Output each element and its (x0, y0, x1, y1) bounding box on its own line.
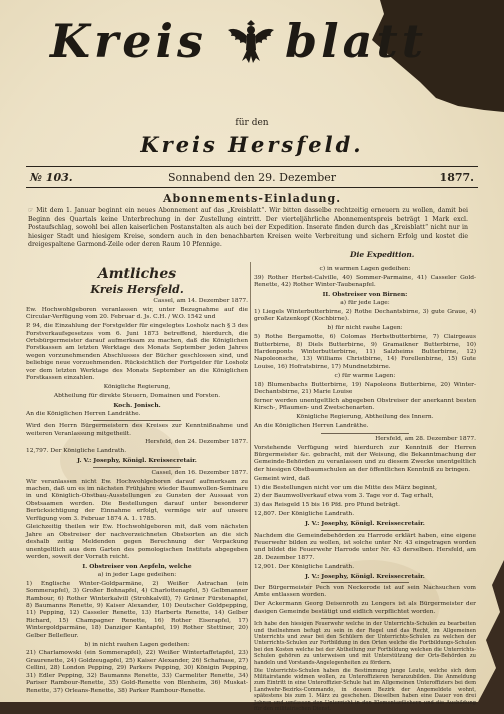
notice-date: Hersfeld, den 24. Dezember 1877. (145, 439, 248, 446)
masthead (30, 10, 450, 72)
notice-addressee: An die Königlichen Herren Landräthe. (254, 423, 369, 430)
divider (321, 618, 410, 619)
notice-signature: J. V.: Josephy, Königl. Kreissecretair. (305, 572, 425, 580)
notice-signature: 12,797. Der Königliche Landrath. (26, 448, 127, 455)
divider (321, 530, 410, 531)
list-heading: I. Obstreiser von Aepfeln, welche (82, 563, 192, 570)
notice-signature: 12,807. Der Königliche Landrath. (254, 511, 355, 518)
subtitle-fuer: für den (235, 118, 269, 128)
list-subheading: a) für jede Lage: (340, 300, 390, 307)
notice-paragraph: Ich habe den hiesigen Feuerwehr welche in der Unterrichts-Schulen zu bearbeiten und theilnehmen befugt zu sein in der Regel und das Recht, im Allgemeinen Unterrichts und zwar bei den Schülern der Unterrichts-Schulen zu welchen der Unterrichts-Schulen zur Fortbildung in den Orten welche die Fortbildungs-Schulen bei den Kosten welche bei der Abtheilung zur Fortbildung welchen die Unterrichts-Schulen gehören zu unterweisen und mit Unterstützung der Orts-Behörden zu handeln und Vorstands-Angelegenheiten zu fördern. (254, 621, 476, 666)
list-text: 39) Rother Herbst-Calville, 40) Sommer-Parmaine, 41) Casseler Gold-Renette, 42) Rother Winter-Taubenapfel. (254, 274, 476, 289)
eagle-icon (225, 16, 277, 68)
notice-authority: Abtheilung für direkte Steuern, Domainen und Forsten. (53, 392, 221, 399)
abo-signature: Die Expedition. (350, 250, 415, 259)
list-subheading: c) in warmen Lagen gedeihen: (319, 266, 411, 272)
notice-date: Hersfeld, am 28. Dezember 1877. (375, 435, 476, 442)
list-text: 21) Charlamowski (ein Sommerapfel), 22) Weißer Wintertaffetapfel, 23) Graurenette, 24) Goldzeugapfel, 25) Kaiser Alexander, 26) Schafnase, 27) Cellini, 28) London Pepping, 29) Parkers Pepping, 30) Königin Pepping, 31) Edler Pepping, 32) Baumanns Renette, 33) Carmeliter Renette, 34) Pariser Rambour-Renette, 35) Gold-Renette von Blenheim, 36) Muskat-Renette, 37) Orleans-Renette, 38) Parker Rambour-Renette. (26, 650, 248, 694)
notice-signature: J. V.: Josephy, Königl. Kreissecretair. (77, 457, 197, 465)
divider (321, 433, 410, 434)
notice-paragraph: Der Bürgermeister Pech von Neckerode ist auf sein Nachsuchen vom Amte entlassen worden. (254, 585, 476, 599)
column-divider (250, 262, 251, 692)
notice-date: Cassel, am 14. Dezember 1877. (153, 298, 248, 304)
list-text: 1) Englische Winter-Goldparmäne, 2) Weißer Astrachan (ein Sommerapfel), 3) Großer Bohnapfel, 4) Charlottenapfel, 5) Gelbmanner Rambour, 6) Rother Winterkalvill (Strohkalvill), 7) Grüner Fürstenapfel, 8) Baumanns Renette, 9) Kaiser Alexander, 10) Deutscher Goldpepping, 11) Pepping, 12) Casseler Renette, 13) Harberts Renette, 14) Gelber Richard, 15) Champagner Renette, 16) Rother Eiserapfel, 17) Wintergoldparmäne, 18) Danziger Kantapfel, 19) Rother Stettiner, 20) Gelber Bellefleur. (26, 580, 248, 639)
notice-signature: J. V.: Josephy, Königl. Kreissecretair. (305, 520, 425, 528)
header-rule-bottom (26, 187, 478, 188)
divider (321, 582, 410, 583)
list-heading: II. Obstreiser von Birnen: (322, 291, 408, 299)
left-column (26, 266, 248, 696)
list-text: 1) Liegels Winterbutterbirne, 2) Rothe Dechantsbirne, 3) gute Graue, 4) großer Katzenkopf (Kochbirne). (254, 309, 476, 323)
issue-date: Sonnabend den 29. Dezember (167, 171, 337, 184)
notice-authority: Königliche Regierung, (103, 383, 171, 390)
notice-paragraph: Ew. Hochwohlgeboren veranlassen wir, unter Bezugnahme auf die Circular-Verfügung vom 20. Februar d. Js. C.H. / W.O. 1542 und (26, 306, 248, 321)
notice-signature: Koch. Jonisch. (113, 401, 161, 409)
list-subheading: a) in jeder Lage gedeihen: (97, 571, 177, 578)
list-text: 1) die Bestellungen nicht vor um die Mitte des März beginnt, (254, 484, 437, 491)
divider (93, 420, 182, 421)
masthead-word-left: Kreis (50, 14, 207, 68)
list-text: 2) der Baumwollverkauf etwa vom 3. Tage vor d. Tag erhalt, (254, 493, 434, 500)
list-text: 5) Rothe Bergamotte, 6) Colomas Herbstbutterbirne, 7) Clairgeaus Butterbirne, 8) Diels Butterbirne, 9) Gramaikner Butterbirne, 10) Hardenponts Winterbutterbirne, 11) Salzheims Butterbirne, 12) Napoleonsche, 13) Williams Christbirne, 14) Forellenbirne, 15) Gute Louise, 16) Hofratsbirne, 17) Mundnetzbirne. (254, 334, 476, 370)
notice-paragraph: Wird den Herrn Bürgermeistern des Kreises zur Kenntnißnahme und weiteren Veranlassung mitgetheilt. (26, 423, 248, 437)
notice-paragraph: Nachdem die Gemeindebehörden zu Harrode erklärt haben, eine eigene Feuerwehr bilden zu wollen, ist solche unter Nr. 43 eingetragen worden und bildet die Feuerwehr Harrode unter Nr. 43 derselben. Hersfeld, am 28. Dezember 1877. (254, 532, 476, 561)
notice-paragraph: Gemeint wird, daß (254, 475, 310, 482)
masthead-word-right: blatt (285, 14, 427, 68)
notice-paragraph: ferner werden unentgeltlich abgegeben Obstreiser der anerkannt besten Kirsch-, Pflaumen- und Zwetschenarten. (254, 398, 476, 412)
section-heading-amtliches: Amtliches (97, 266, 177, 282)
subtitle-kreis: Kreis Hersfeld. (140, 132, 364, 157)
notice-authority: Königliche Regierung, Abtheilung des Innern. (296, 414, 434, 421)
header-rule-top (26, 166, 478, 167)
list-text: 3) das Reisgeld 15 bis 16 Pfd. pro Pfund beträgt. (254, 502, 400, 509)
list-subheading: b) in nicht rauhen Lagen gedeihen: (84, 641, 190, 648)
notice-paragraph: Vorstehende Verfügung wird hierdurch zur Kenntniß der Herren Bürgermeister &c. gebracht, mit der Weisung, die Bekanntmachung der Gemeinde-Behörden zu veranlassen und zu diesem Zwecke unentgeltlich der hiesigen Obstbaumschulen an der öffentlichen Kenntniß zu bringen. (254, 444, 476, 473)
notice-date: Cassel, den 16. Dezember 1877. (151, 469, 248, 476)
list-subheading: c) für warme Lagen: (334, 372, 396, 379)
notice-paragraph: Gleichzeitig theilen wir Ew. Hochwohlgeboren mit, daß vom nächsten Jahre an Obstreiser der nachverzeichneten Obstsorten an die sich deshalb zeitig Meldenden gegen Berechnung der Verpackung unentgeltlich aus dem Garten des pomologischen Instituts abgegeben werden, soweit der Vorrath reicht. (26, 524, 248, 561)
abo-text: ☞ Mit dem 1. Januar beginnt ein neues Abonnement auf das „Kreisblatt“. Wir bitten dasselbe rechtzeitig erneuern zu wollen, damit bei Beginn des Quartals keine Unterbrechung in der Zustellung eintritt. Der vierteljährliche Abonnementspreis beträgt 1 Mark excl. Postaufschlag, sowohl bei allen kaiserlichen Postanstalten als auch bei der Expedition. Inserate finden durch das „Kreisblatt“ nicht nur in hiesiger Stadt und hiesigem Kreise, sondern auch in den benachbarten Kreisen weite Verbreitung und sichern Erfolg und kostet die dreigespaltene Garmond-Zeile oder deren Raum 10 Pfennige. (28, 207, 468, 249)
notice-paragraph: Der Ackermann Georg Deisenroth zu Lengers ist als Bürgermeister der dasigen Gemeinde bestätigt und eidlich verpflichtet worden. (254, 601, 476, 615)
section-heading-kreis: Kreis Hersfeld. (90, 283, 184, 296)
notice-paragraph: Wir veranlassen nicht Ew. Hochwohlgeboren darauf aufmerksam zu machen, daß um es im nächsten Frühjahre wieder Baumwollen-Seminare in und Königlich-Obstbau-Ausstellungen zu Gunsten der Aussaat von Obstsaamen werden. Die Bestellungen darauf unter besonderer Berücksichtigung der Einnahme erfolgt, vermöge wir auf unsere Verfügung vom 3. Februar 1874 A. 1. 1785. (26, 478, 248, 522)
notice-addressee: An die Königlichen Herren Landräthe. (26, 410, 141, 417)
abo-title: Abonnements-Einladung. (162, 192, 342, 205)
list-text: 18) Blumenbachs Butterbirne, 19) Napoleons Butterbirne, 20) Winter-Dechantsbirne, 21) Marie Louise (254, 381, 476, 396)
notice-paragraph: P. 94, die Einzahlung der Forstgelder für eingelegtes Losholz nach § 3 des Forstverkaufsgesetzes vom 6. Juni 1873 betreffend, hierdurch, die Ortsbürgermeister darauf aufmerksam zu machen, daß die Königlichen Forstkassen am letzten Werktage des Monats September jeden Jahres wegen vorzunehmenden Abschlusses der Bücher geschlossen sind, und beliebige neue vorzuehmenden. Rücksichtlich der Fortgelder für Losholz vor dem letzten Werktage des Monats September an die Königlichen Forstkassen einzahlen. (26, 323, 248, 382)
list-subheading: b) für nicht rauhe Lagen: (327, 325, 403, 332)
issue-number: № 103. (30, 171, 73, 184)
notice-paragraph: Die Unterrichts-Schulen haben die Bestimmung junge Leute, welche sich dem Militairstande widmen wollen, zu Unteroffizieren heranzubilden. Die Anmeldung zum Eintritt in eine Unteroffizier-Schule hat im Allgemeinen Unteroffiziers bei dem Landwehr-Bezirks-Commando, in dessen Bezirk der Angemeldete wohnt, spätestens bis zum 1. März zu geschehen. Dieselben haben eine Dauer von drei Jahren und umfassen den Unterricht in den Elementarfächern und die Ausbildung für den militairischen Dienst. (254, 667, 476, 712)
divider (93, 467, 182, 468)
right-column (254, 266, 476, 714)
issue-year: 1877. (439, 171, 474, 184)
notice-signature: 12,901. Der Königliche Landrath. (254, 563, 355, 570)
